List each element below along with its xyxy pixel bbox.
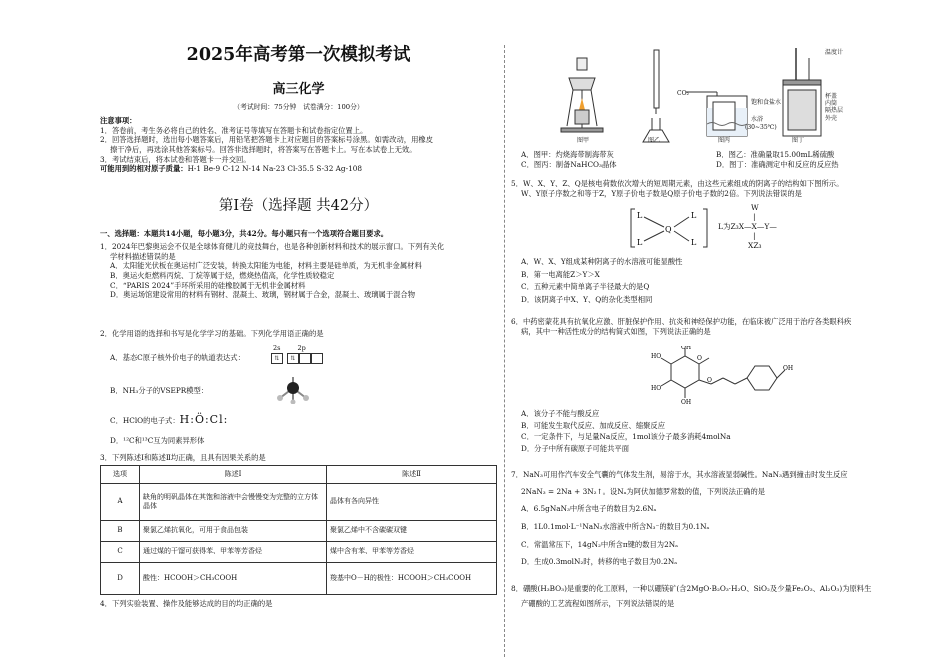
fig-label: 图丁 (792, 137, 805, 144)
option-a: A．图甲：灼烧海带制海带灰 (521, 150, 614, 159)
option-d-row (100, 436, 497, 446)
q6-options (511, 409, 916, 454)
option-c-row (100, 413, 497, 428)
svg-text:Q: Q (665, 225, 672, 234)
svg-text:O: O (707, 377, 712, 384)
question-stem: W、Y原子序数之和等于Z，Y原子价电子数是Q原子价电子数的2倍。下列说法错误的是 (521, 188, 802, 198)
svg-text:L: L (691, 238, 697, 247)
table-row (101, 542, 497, 563)
atomic-mass-values: H-1 Be-9 C-12 N-14 Na-23 Cl-35.5 S-32 Ag-108 (187, 164, 362, 174)
water-bath-label: 水浴 (751, 116, 764, 123)
question-5 (511, 179, 916, 198)
question-1 (100, 242, 497, 300)
orbital-box (311, 353, 323, 364)
q4-options (511, 150, 916, 169)
question-4 (100, 599, 497, 609)
option-a: A．6.5gNaN₃中所含电子的数目为2.6Nₐ (521, 504, 657, 514)
option-a: A．W、X、Y组成某种阴离子的水溶液可能显酸性 (521, 257, 683, 266)
exam-subject: 高三化学 (272, 82, 325, 97)
table-cell: 通过煤的干馏可获得苯、甲苯等芳香烃 (140, 542, 327, 563)
svg-text:L: L (637, 211, 643, 220)
option-b: B．NH₃分子的VSEPR模型： (110, 386, 209, 395)
option-c: C．“PARIS 2024”手环所采用的硅橡胶属于无机非金属材料 (110, 280, 306, 290)
table-header: 陈述Ⅰ (140, 466, 327, 484)
atomic-mass-label: 可能用到的相对原子质量： (100, 164, 188, 174)
table-cell: 聚氯乙烯抗氧化，可用于食品包装 (140, 521, 327, 542)
fig-label: 图甲 (577, 137, 590, 144)
orbital-box: ⇅ (271, 353, 283, 364)
notice-block (100, 116, 497, 174)
q3-table (100, 465, 497, 595)
question-stem: 3．下列陈述Ⅰ和陈述Ⅱ均正确，且具有因果关系的是 (100, 453, 266, 462)
question-stem: 学材料描述错误的是 (110, 251, 176, 261)
thermometer-label: 温度计 (825, 49, 844, 56)
question-stem: 5．W、X、Y、Z、Q是核电荷数依次增大的短周期元素，由这些元素组成的阴离子的结构如下图所示。 (511, 179, 844, 188)
notice-item: 1．答卷前，考生务必将自己的姓名、准考证号等填写在答题卡和试卷指定位置上。 (100, 125, 368, 135)
exam-title: 2025年高考第一次模拟考试 (186, 45, 411, 65)
question-stem: 2．化学用语的选择和书写是化学学习的基础。下列化学用语正确的是 (100, 329, 324, 338)
l-structure-text: L为Z₃X—X—Y— (718, 221, 777, 231)
q4-apparatus-figures (511, 48, 844, 146)
option-d: D．图丁：准确测定中和反应的反应热 (716, 159, 839, 169)
section-instructions (100, 229, 497, 239)
calorimeter-parts (825, 93, 843, 122)
question-2 (100, 329, 497, 339)
option-d: D．¹²C和¹³C互为同素异形体 (110, 436, 205, 445)
table-cell: 晶体有各向异性 (327, 484, 497, 521)
molecule-structure (651, 346, 801, 406)
table-header: 选项 (101, 466, 140, 484)
option-c: C．HClO的电子式： (110, 416, 180, 425)
fig-label: 图丙 (718, 137, 731, 144)
option-a: A．基态C原子核外价电子的轨道表达式： (110, 353, 245, 362)
q3-table-wrap (100, 465, 497, 595)
co2-label: CO₂ (677, 90, 689, 97)
svg-text:O: O (697, 355, 702, 362)
table-row (101, 484, 497, 521)
question-stem: 病，其中一种活性成分的结构简式如图，下列说法正确的是 (521, 326, 711, 336)
notice-item: 2．回答选择题时，选出每小题答案后，用铅笔把答题卡上对应题目的答案标号涂黑。如需改动，用橡皮 (100, 135, 433, 145)
question-3 (100, 453, 497, 463)
option-c: C．五种元素中简单离子半径最大的是Q (521, 282, 650, 292)
option-d: D．奥运场馆建设常用的材料有钢材、混凝土、玻璃，钢材属于合金，混凝土、玻璃属于混合物 (110, 290, 416, 300)
option-c: C．常温常压下，14gN₂中所含π键的数目为2Nₐ (521, 539, 678, 549)
table-cell: 酸性：HCOOH＞CH₃COOH (140, 563, 327, 595)
calorimeter-figure (783, 48, 821, 136)
tripod-burner-figure (561, 58, 603, 132)
notice-item: 擦干净后，再选涂其他答案标号。回答非选择题时，将答案写在答题卡上。写在本试卷上无效。 (110, 144, 417, 154)
electron-formula: H:Ö:Cl: (179, 413, 229, 426)
nacl-label: 饱和食盐水 (751, 99, 782, 106)
table-cell: 缺角的明矾晶体在其饱和溶液中会慢慢变为完整的立方体晶体 (140, 484, 327, 521)
part-label: 隔热层 (825, 107, 844, 115)
orbital-box (299, 353, 311, 364)
temp-label: (30~35℃) (745, 124, 777, 131)
table-row (101, 521, 497, 542)
question-stem: 2NaN₃ = 2Na + 3N₂↑。设Nₐ为阿伏加德罗常数的值，下列说法正确的是 (521, 486, 766, 496)
option-c: C．图丙：制备NaHCO₃晶体 (521, 159, 617, 169)
exam-info: （考试时间：75分钟 试卷满分：100分） (233, 103, 364, 111)
svg-text:HO: HO (651, 385, 662, 392)
question-stem: 1．2024年巴黎奥运会不仅是全球体育健儿的竞技舞台，也是各种创新材料和技术的展示窗口。下列有关化 (100, 242, 445, 251)
orbital-label-2s: 2s (273, 344, 281, 352)
nahco3-figure (686, 92, 747, 136)
svg-text:L: L (691, 211, 697, 220)
question-stem: 4．下列实验装置、操作及能够达成的目的均正确的是 (100, 599, 273, 608)
part-label: 外壳 (825, 114, 838, 122)
svg-text:OH: OH (681, 399, 692, 406)
option-d: D．该阴离子中X、Y、Q的杂化类型相同 (521, 294, 653, 304)
atomic-mass-line (100, 164, 497, 174)
question-6 (511, 317, 916, 336)
fig-label: 图乙 (648, 137, 661, 144)
table-cell: A (101, 484, 140, 521)
option-b: B．1L0.1mol·L⁻¹NaN₃水溶液中所含N₃⁻的数目为0.1Nₐ (521, 521, 710, 531)
question-stem: 6．中药密蒙花具有抗氧化应激、肝脏保护作用、抗炎和神经保护功能，在临床被广泛用于治疗各类眼科疾 (511, 317, 852, 326)
question-stem: 7．NaN₃可用作汽车安全气囊的气体发生剂，易溶于水，其水溶液显弱碱性。NaN₃遇到撞击时发生反应 (511, 470, 848, 479)
option-b: B．可能发生取代反应、加成反应、缩聚反应 (521, 420, 666, 430)
option-a: A．太阳能光伏板在奥运村广泛安装，转换太阳能为电能，材料主要是硅单质，为无机非金属材料 (110, 261, 422, 271)
option-a: A．该分子不能与酸反应 (521, 409, 600, 418)
svg-text:L: L (637, 238, 643, 247)
option-b: B．第一电离能Z＞Y＞X (521, 269, 600, 279)
notice-heading: 注意事项： (100, 116, 137, 125)
vsepr-model-image (274, 374, 312, 404)
option-b: B．图乙：准确量取15.00mL稀硫酸 (716, 150, 835, 159)
svg-text:OH: OH (783, 365, 794, 372)
orbital-diagram (271, 344, 323, 364)
question-stem: 8．硼酸(H₃BO₃)是重要的化工原料，一种以硼镁矿(含2MgO·B₂O₃·H₂O、SiO₂及少量Fe₂O₃、Al₂O₃)为原料生 (511, 584, 872, 593)
column-divider (504, 45, 505, 657)
option-d: D．分子中所有碳原子可能共平面 (521, 443, 630, 453)
part-label: 内筒 (825, 100, 838, 108)
section-title: 第Ⅰ卷（选择题 共42分） (218, 198, 379, 214)
question-7 (511, 470, 916, 567)
table-cell: C (101, 542, 140, 563)
l-group-structure: W | L为Z₃X—X—Y— | XZ₃ (718, 203, 777, 250)
svg-text:HO: HO (651, 353, 662, 360)
table-cell: D (101, 563, 140, 595)
svg-text:OH: OH (681, 346, 692, 351)
question-8 (511, 584, 916, 608)
part-label: 杯盖 (825, 93, 838, 100)
anion-ring-structure (629, 205, 709, 251)
orbital-box: ⇅ (287, 353, 299, 364)
notice-item: 3．考试结束后，将本试卷和答题卡一并交回。 (100, 154, 251, 164)
question-stem: 产硼酸的工艺流程如图所示，下列说法错误的是 (521, 598, 675, 608)
table-cell: 聚氯乙烯中不含碳碳双键 (327, 521, 497, 542)
option-c: C．一定条件下，与足量Na反应，1mol该分子最多消耗4molNa (521, 432, 731, 442)
instructions-text: 一、选择题：本题共14小题，每小题3分，共42分。每小题只有一个选项符合题目要求。 (100, 229, 389, 238)
option-b: B．奥运火炬燃料丙烷、丁烷等属于烃，燃烧热值高，化学性质较稳定 (110, 270, 335, 280)
q5-options (511, 257, 916, 305)
table-header: 陈述Ⅱ (327, 466, 497, 484)
option-d: D．生成0.3molN₂时，转移的电子数目为0.2Nₐ (521, 557, 678, 567)
table-cell: 羧基中O－H的极性：HCOOH＞CH₃COOH (327, 563, 497, 595)
table-cell: 煤中含有苯、甲苯等芳香烃 (327, 542, 497, 563)
orbital-label-2p: 2p (297, 344, 306, 352)
burette-figure (643, 50, 669, 142)
table-cell: B (101, 521, 140, 542)
table-row (101, 563, 497, 595)
